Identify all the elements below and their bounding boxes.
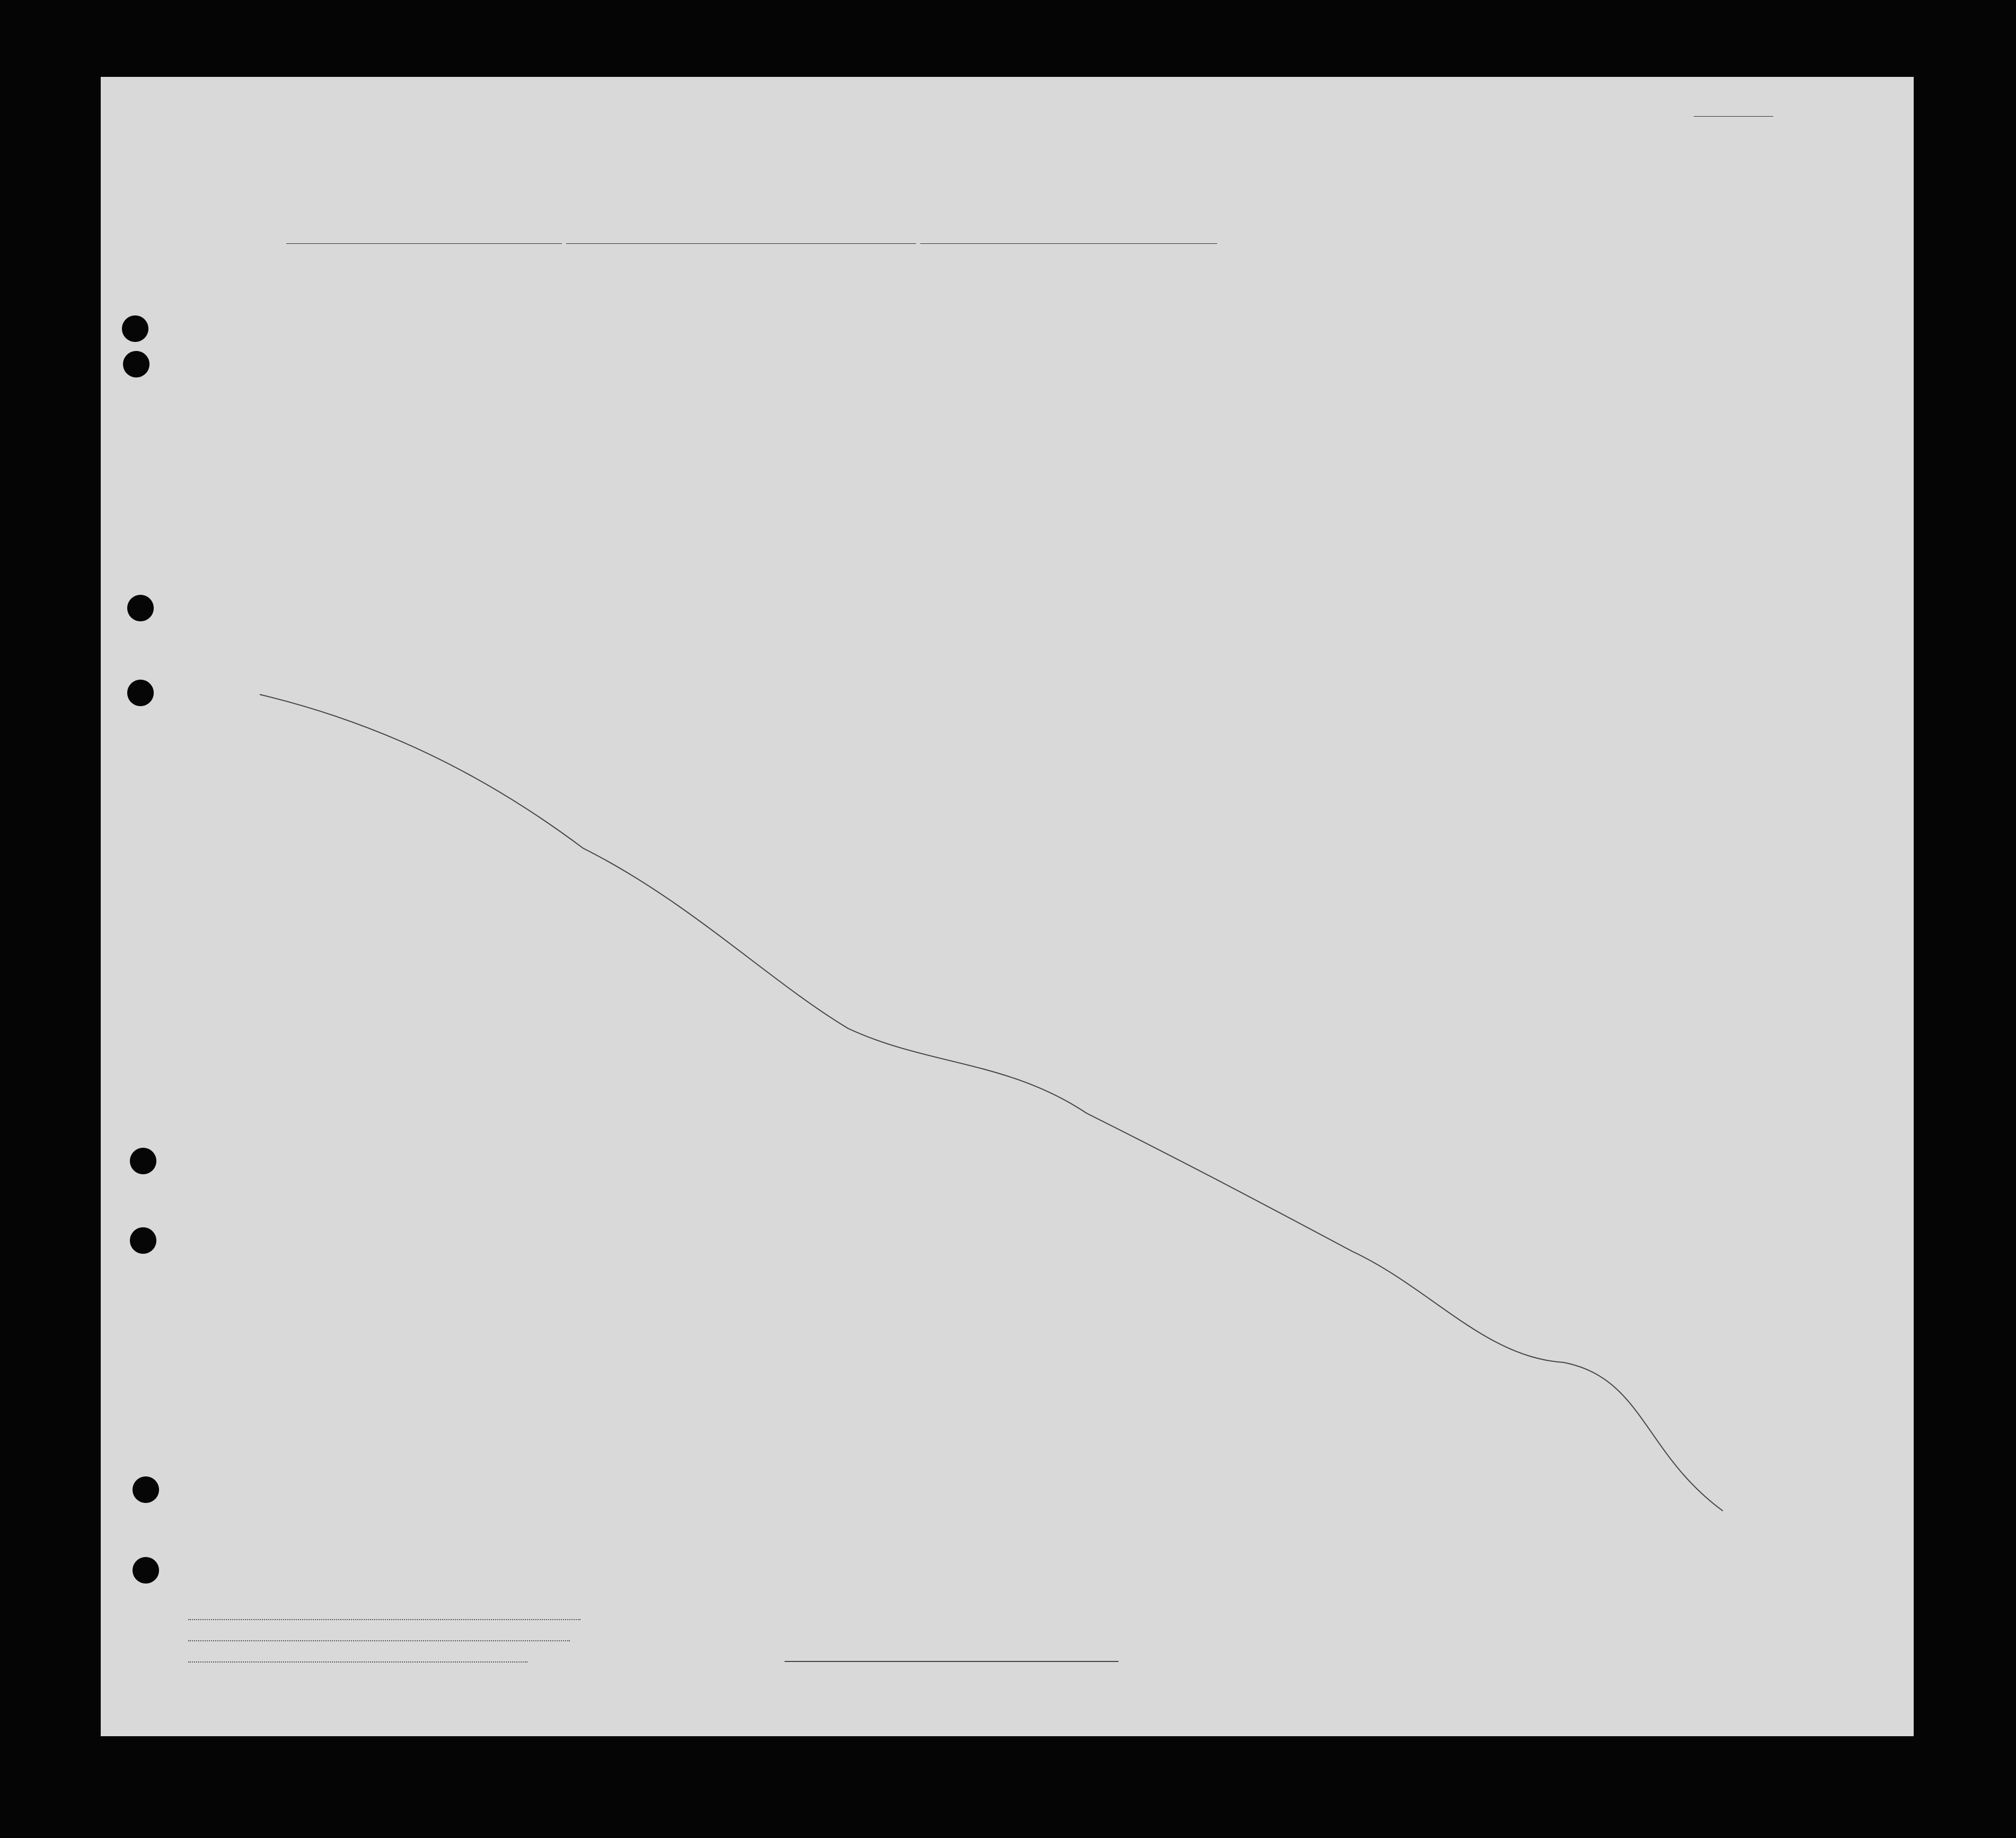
- line-field: [188, 1606, 580, 1628]
- owners-field: [188, 1628, 580, 1649]
- agents-field: [188, 1649, 580, 1670]
- footer-fields: [188, 1606, 580, 1670]
